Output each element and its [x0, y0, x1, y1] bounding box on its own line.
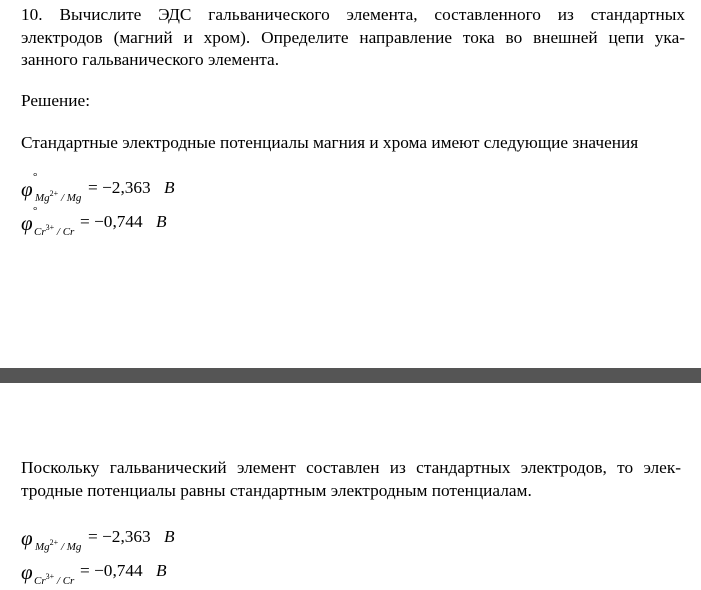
formula-subscript: [35, 189, 81, 204]
formula-subscript: [34, 572, 74, 587]
conclusion-paragraph: [21, 457, 681, 502]
subscript-ion: Mg: [35, 192, 50, 204]
formula-unit: В: [156, 212, 167, 231]
intro-text: Стандартные электродные потенциалы магния и хрома имеют следующие значения: [21, 133, 639, 152]
subscript-metal: / Cr: [54, 226, 75, 238]
subscript-ion: Mg: [35, 541, 50, 553]
ion-charge: 2+: [49, 189, 59, 198]
phi-symbol: φ: [21, 177, 33, 201]
formula-value: = −0,744: [80, 561, 143, 580]
subscript-ion: Cr: [34, 575, 46, 587]
solution-heading: Решение:: [21, 91, 90, 110]
degree-mark: °: [33, 171, 38, 183]
problem-statement: [21, 4, 685, 72]
phi-symbol: φ: [21, 560, 33, 584]
subscript-metal: / Mg: [58, 192, 82, 204]
formula-unit: В: [164, 527, 175, 546]
phi-symbol: φ: [21, 526, 33, 550]
degree-mark: °: [33, 205, 38, 217]
subscript-ion: Cr: [34, 226, 46, 238]
subscript-metal: / Cr: [54, 575, 75, 587]
ion-charge: 3+: [45, 223, 55, 232]
document-page-bottom: [0, 383, 701, 586]
formula-unit: В: [156, 561, 167, 580]
ion-charge: 3+: [45, 572, 55, 581]
formula-value: = −2,363: [88, 527, 151, 546]
subscript-metal: / Mg: [58, 541, 82, 553]
phi-symbol: φ: [21, 211, 33, 235]
conclusion-line: тродные потенциалы равны стандартным электродным потенциалам.: [21, 480, 532, 500]
problem-line: 10. Вычислите ЭДС гальванического элемента, составленного из стандартных: [21, 5, 685, 24]
page-separator: [0, 368, 701, 383]
conclusion-line: Поскольку гальванический элемент составлен из стандартных электродов, то элек-: [21, 458, 681, 477]
formula-unit: В: [164, 178, 175, 197]
formula-value: = −2,363: [88, 178, 151, 197]
problem-line: занного гальванического элемента.: [21, 50, 280, 69]
formula-subscript: [34, 223, 74, 238]
formula-subscript: [35, 538, 81, 553]
problem-line: электродов (магний и хром). Определите направление тока во внешней цепи ука-: [21, 27, 685, 47]
formula-value: = −0,744: [80, 212, 143, 231]
ion-charge: 2+: [49, 538, 59, 547]
